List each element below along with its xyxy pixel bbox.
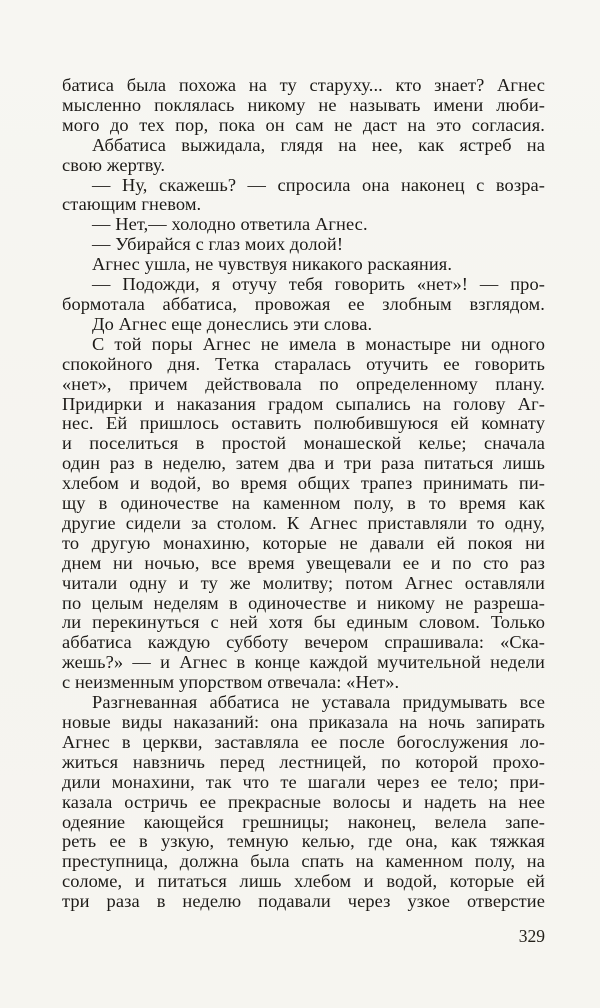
text-line: мого до тех пор, пока он сам не даст на это согласия. [62, 114, 545, 135]
text-line: и поселиться в простой монашеской келье; сначала [62, 433, 545, 454]
text-line: До Агнес еще донеслись эти слова. [92, 313, 373, 334]
text-line: С той поры Агнес не имела в монастыре ни одного [92, 333, 545, 354]
text-line: одеяние кающейся грешницы; наконец, велела запе- [62, 811, 545, 832]
text-line: то другую монахиню, которые не давали ей покоя ни [62, 532, 545, 553]
text-line: — Нет,— холодно ответила Агнес. [92, 214, 368, 235]
text-line: стающим гневом. [62, 194, 202, 215]
text-line: с неизменным упорством отвечала: «Нет». [62, 672, 400, 693]
text-line: преступница, должна была спать на каменном полу, на [62, 851, 545, 872]
text-line: бормотала аббатиса, провожая ее злобным взглядом. [62, 293, 545, 314]
text-line: ли перекинуться с ней хотя бы единым словом. Только [62, 612, 545, 633]
text-line: спокойного дня. Тетка старалась отучить ее говорить [62, 353, 545, 374]
text-line: соломе, и питаться лишь хлебом и водой, которые ей [62, 871, 545, 892]
text-line: щу в одиночестве на каменном полу, в то время как [62, 493, 545, 514]
text-line: три раза в неделю подавали через узкое отверстие [62, 891, 545, 912]
text-line: мысленно поклялась никому не называть имени люби- [62, 94, 545, 115]
text-line: Агнес ушла, не чувствуя никакого раскаяния. [92, 254, 453, 275]
text-line: другие сидели за столом. К Агнес приставляли то одну, [62, 512, 545, 533]
text-line: Аббатиса выжидала, глядя на нее, как ястреб на [92, 134, 545, 155]
text-line: новые виды наказаний: она приказала на ночь запирать [62, 712, 545, 732]
text-line: — Подожди, я отучу тебя говорить «нет»! — про- [92, 274, 545, 295]
text-line: аббатиса каждую субботу вечером спрашивала: «Ска- [62, 632, 545, 653]
text-block [62, 76, 545, 912]
text-line: нес. Ей пришлось оставить полюбившуюся ей комнату [62, 413, 545, 434]
text-line: — Ну, скажешь? — спросила она наконец с возра- [92, 174, 545, 195]
text-line: реть ее в узкую, темную келью, где она, как тяжкая [62, 831, 545, 852]
text-line: «нет», причем действовала по определенному плану. [62, 373, 545, 394]
text-line: свою жертву. [62, 154, 166, 175]
text-line: батиса была похожа на ту старуху... кто знает? Агнес [62, 75, 545, 95]
text-line: дили монахини, так что те шагали через ее тело; при- [62, 771, 545, 792]
text-line: днем ни ночью, все время увещевали ее и по сто раз [62, 552, 545, 573]
text-line: Придирки и наказания градом сыпались на голову Аг- [62, 393, 545, 414]
text-line: по целым неделям в одиночестве и никому не разреша- [62, 592, 545, 613]
text-line: казала остричь ее прекрасные волосы и надеть на нее [62, 791, 545, 812]
text-line: Агнес в церкви, заставляла ее после богослужения ло- [62, 731, 545, 752]
text-line: хлебом и водой, во время общих трапез принимать пи- [62, 473, 545, 494]
text-line: жешь?» — и Агнес в конце каждой мучительной недели [62, 652, 545, 673]
text-line: житься навзничь перед лестницей, по которой прохо- [62, 751, 545, 772]
text-line: читали одну и ту же молитву; потом Агнес оставляли [62, 572, 545, 593]
text-line: один раз в неделю, затем два и три раза питаться лишь [62, 453, 545, 474]
page-number: 329 [518, 926, 545, 946]
text-line: Разгневанная аббатиса не уставала придумывать все [92, 692, 545, 713]
text-line: — Убирайся с глаз моих долой! [92, 234, 344, 255]
